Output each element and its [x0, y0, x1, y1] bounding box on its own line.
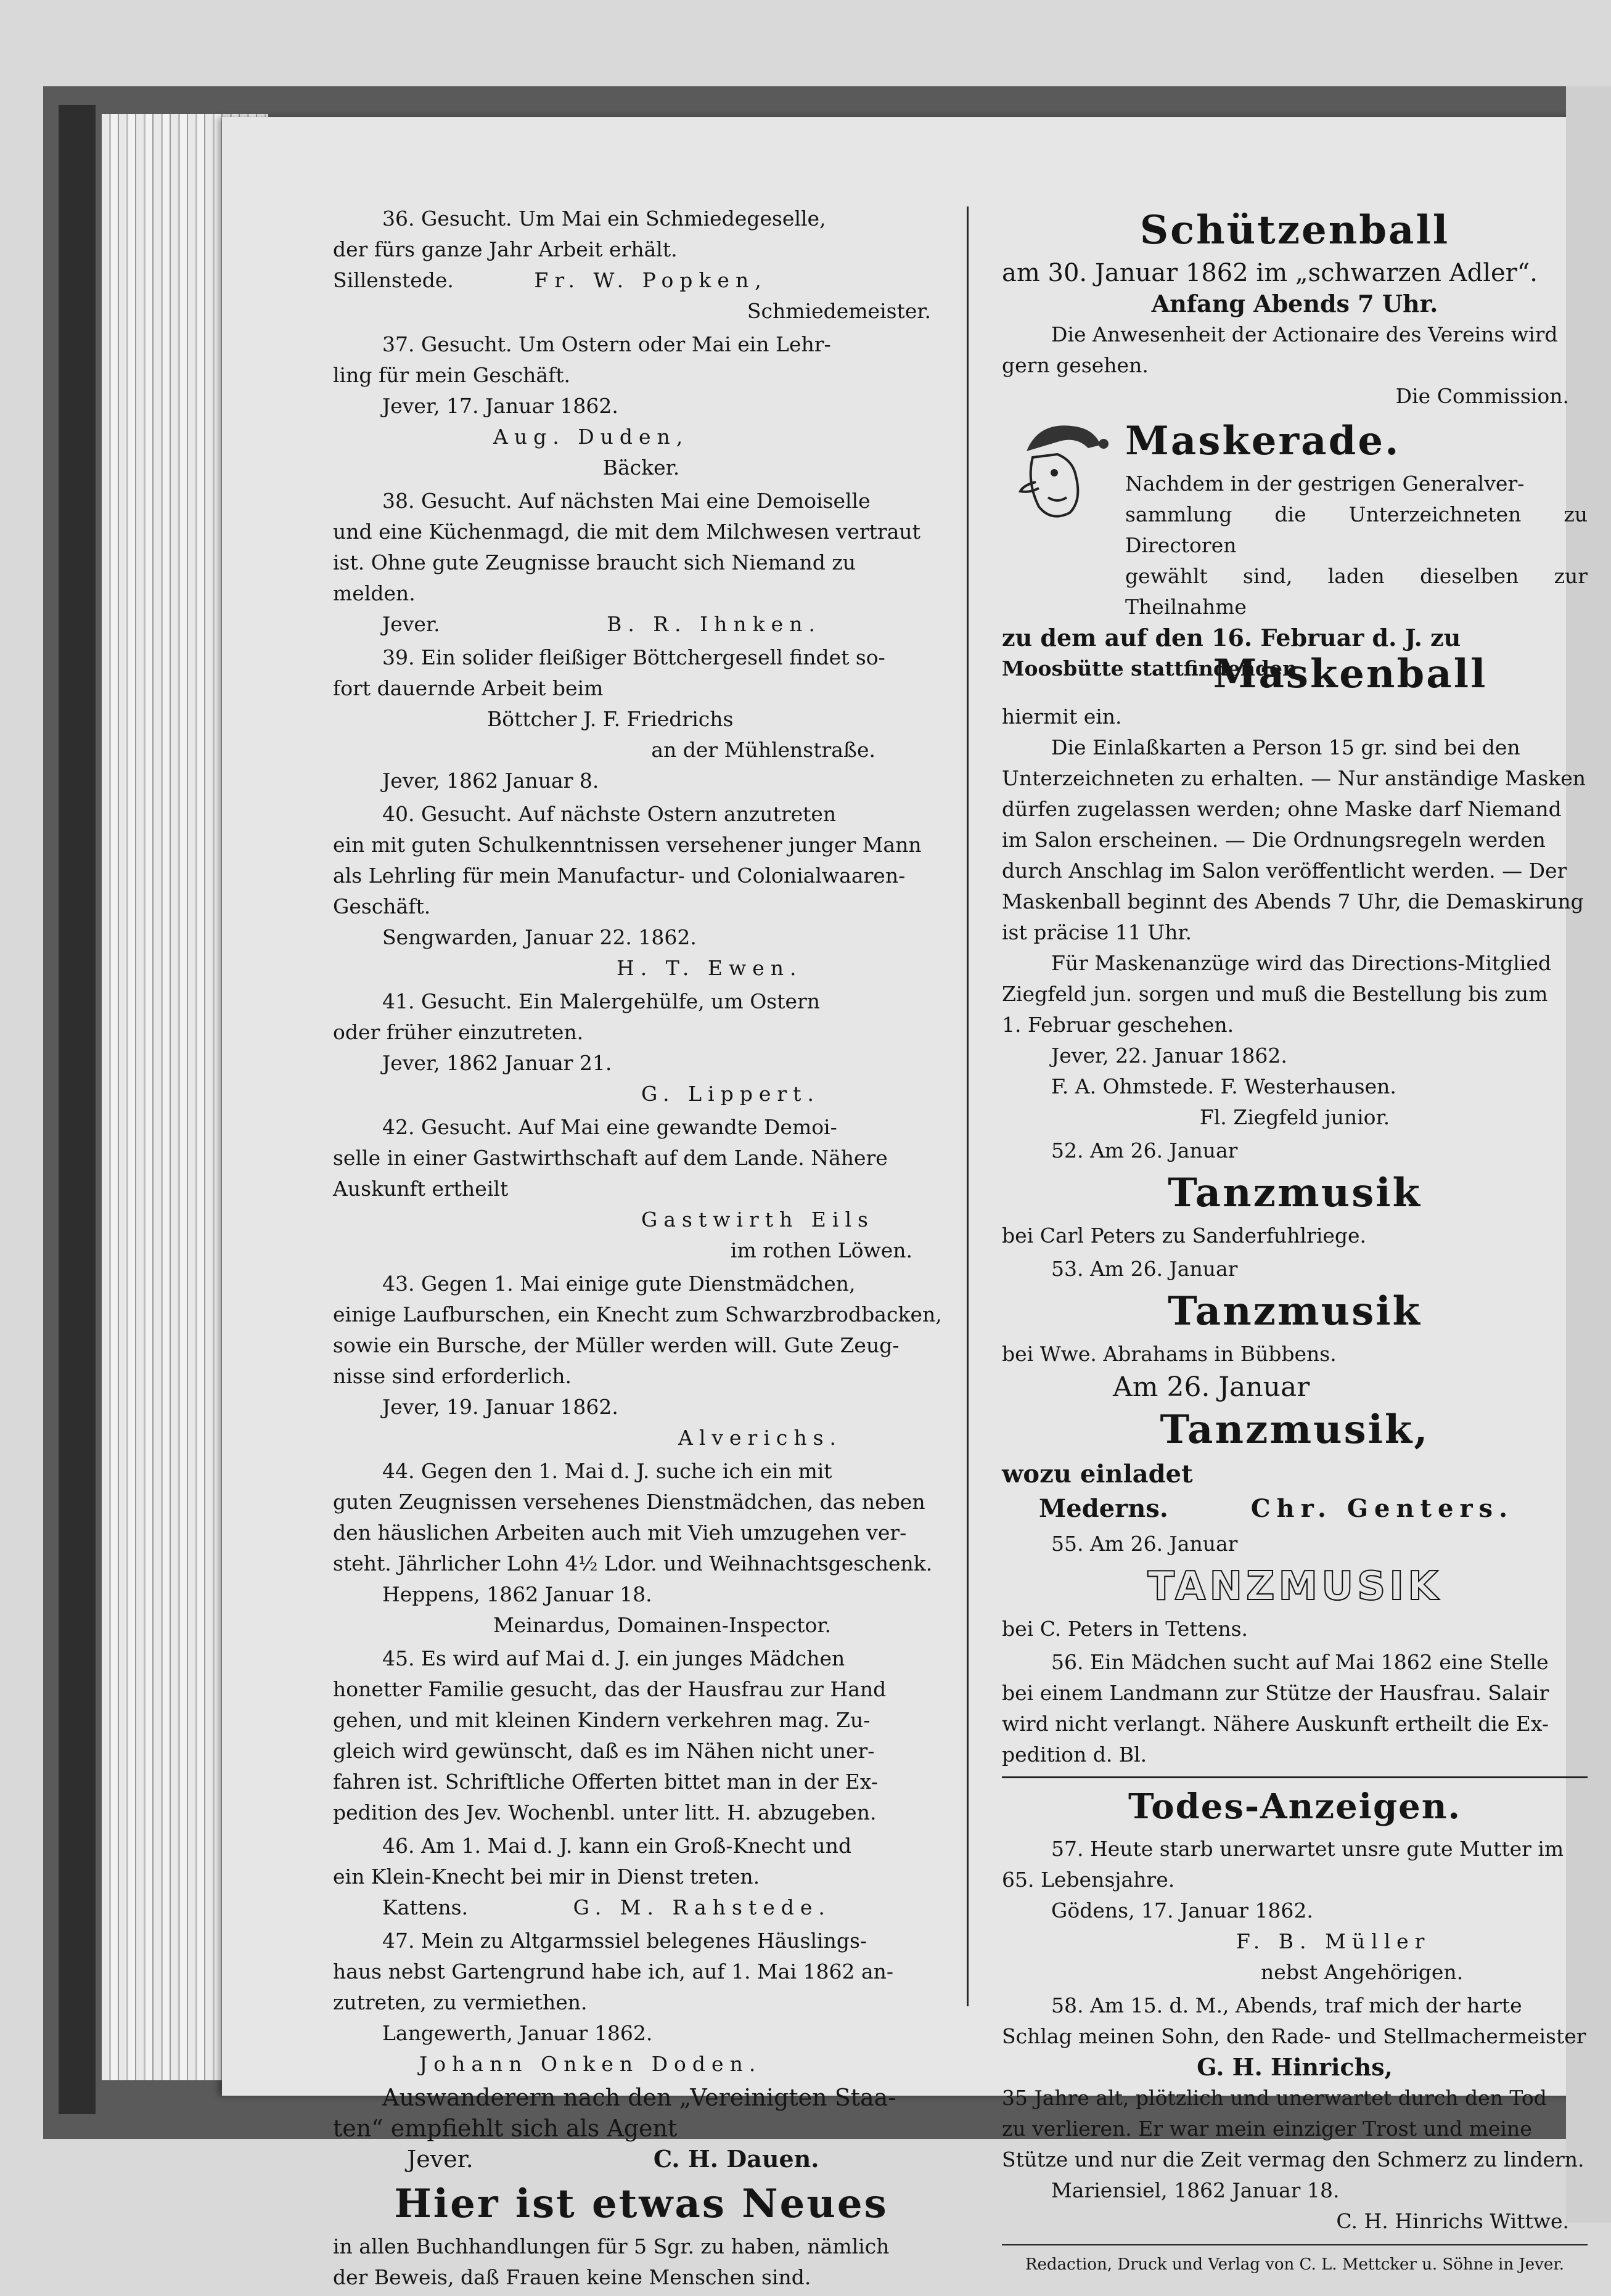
ad-line: ist präcise 11 Uhr.: [1002, 920, 1192, 944]
ad-line: wozu einladet: [1002, 1460, 1193, 1489]
ad-line: pedition des Jev. Wochenbl. unter litt. H. abzugeben.: [333, 1800, 877, 1824]
ad-date: Jever, 19. Januar 1862.: [382, 1395, 618, 1419]
ad-line: bei Carl Peters zu Sanderfuhlriege.: [1002, 1224, 1367, 1248]
ad-line: als Lehrling für mein Manufactur- und Colonialwaaren-: [333, 864, 906, 888]
ad-line: 57. Heute starb unerwartet unsre gute Mutter im: [1051, 1837, 1564, 1861]
ad-line: Maskenball beginnt des Abends 7 Uhr, die Demaskirung: [1002, 889, 1584, 913]
death-notices: [1002, 1782, 1588, 1831]
ad-36: [333, 203, 949, 327]
ad-line: sammlung die Unterzeichneten zu Directoren: [1125, 502, 1588, 557]
ad-line: Die Anwesenheit der Actionaire des Vereins wird: [1051, 322, 1558, 346]
ad-signer-title: Bäcker.: [602, 456, 680, 480]
ad-place: Kattens.: [382, 1895, 469, 1919]
ad-place: Jever.: [407, 2146, 473, 2173]
column-divider: [967, 206, 969, 2006]
ad-date: Sengwarden, Januar 22. 1862.: [382, 925, 697, 949]
mask-illustration-block: [1002, 414, 1588, 623]
ad-signer: B. R. Ihnken.: [607, 612, 821, 636]
ad-line: Schlag meinen Sohn, den Rade- und Stellmachermeister: [1002, 2024, 1586, 2048]
jester-mask-icon: [1002, 414, 1119, 525]
ad-line: in allen Buchhandlungen für 5 Sgr. zu haben, nämlich: [333, 2234, 890, 2258]
ad-line: Auswanderern nach den „Vereinigten Staa-: [382, 2084, 896, 2111]
ad-line: Nachdem in der gestrigen Generalver-: [1125, 472, 1525, 496]
ad-signer: Alverichs.: [678, 1426, 843, 1450]
ad-58: [1002, 1990, 1588, 2237]
ad-headline: Hier ist etwas Neues: [394, 2181, 888, 2227]
ad-line: gehen, und mit kleinen Kindern verkehren mag. Zu-: [333, 1708, 871, 1732]
ad-subheadline: Maskenball: [1213, 651, 1488, 697]
ad-headline: TANZMUSIK: [1147, 1564, 1442, 1609]
ad-line: guten Zeugnissen versehenes Dienstmädchen, das neben: [333, 1490, 925, 1514]
ad-date: Jever, 1862 Januar 8.: [382, 769, 599, 793]
ad-40: [333, 799, 949, 984]
ad-39: [333, 642, 949, 796]
ad-emigrants: [333, 2082, 949, 2175]
ad-line: dürfen zugelassen werden; ohne Maske darf Niemand: [1002, 797, 1562, 821]
ad-intro: 55. Am 26. Januar: [1051, 1532, 1238, 1556]
ad-line: 43. Gegen 1. Mai einige gute Dienstmädchen,: [382, 1272, 856, 1296]
ad-53: [1002, 1254, 1588, 1370]
ad-signer: Johann Onken Doden.: [419, 2052, 762, 2076]
section-headline: Todes-Anzeigen.: [1128, 1786, 1461, 1827]
ad-signer-address: im rothen Löwen.: [730, 1238, 912, 1262]
ad-signer: Aug. Duden,: [493, 425, 689, 449]
ad-line: pedition d. Bl.: [1002, 1742, 1147, 1767]
ad-46: [333, 1831, 949, 1923]
ad-signer: H. T. Ewen.: [617, 956, 803, 980]
ad-line: Für Maskenanzüge wird das Directions-Mitglied: [1051, 951, 1552, 975]
ad-line: zutreten, zu vermiethen.: [333, 1990, 588, 2014]
ad-signer: G. Lippert.: [641, 1082, 820, 1106]
ad-line: der Beweis, daß Frauen keine Menschen sind.: [333, 2265, 811, 2289]
ad-line: 38. Gesucht. Auf nächsten Mai eine Demoiselle: [382, 489, 871, 513]
ad-place: Jever.: [382, 612, 440, 636]
ad-line: bei Wwe. Abrahams in Bübbens.: [1002, 1342, 1337, 1366]
ad-57: [1002, 1834, 1588, 1988]
ad-line: 46. Am 1. Mai d. J. kann ein Groß-Knecht und: [382, 1834, 852, 1858]
ad-line: fahren ist. Schriftliche Offerten bittet man in der Ex-: [333, 1770, 878, 1794]
ad-signer: Meinardus, Domainen-Inspector.: [493, 1613, 832, 1637]
ad-56: [1002, 1647, 1588, 1770]
right-column: [1002, 203, 1588, 2296]
ad-line: am 30. Januar 1862 im „schwarzen Adler“.: [1002, 259, 1538, 287]
ad-line: zu verlieren. Er war mein einziger Trost und meine: [1002, 2117, 1532, 2141]
ad-headline: Tanzmusik,: [1160, 1407, 1430, 1453]
ad-maskerade: [1002, 414, 1588, 1133]
ad-line: 65. Lebensjahre.: [1002, 1868, 1175, 1892]
ad-date: Langewerth, Januar 1862.: [382, 2021, 653, 2045]
ad-signer-address: an der Mühlenstraße.: [651, 738, 875, 762]
ad-schuetzenball: [1002, 203, 1588, 412]
ad-line: oder früher einzutreten.: [333, 1020, 584, 1044]
ad-date: Jever, 22. Januar 1862.: [1051, 1044, 1287, 1068]
ad-line: 1. Februar geschehen.: [1002, 1013, 1234, 1037]
ad-neues: [333, 2177, 949, 2293]
ad-date: Gödens, 17. Januar 1862.: [1051, 1898, 1313, 1922]
ad-45: [333, 1643, 949, 1828]
ad-line: Die Einlaßkarten a Person 15 gr. sind bei den: [1051, 735, 1520, 759]
ad-line: fort dauernde Arbeit beim: [333, 676, 604, 700]
ad-line: 40. Gesucht. Auf nächste Ostern anzutreten: [382, 802, 837, 826]
section-rule: [1002, 1776, 1588, 1778]
ad-headline: Schützenball: [1139, 207, 1450, 253]
ad-line: 42. Gesucht. Auf Mai eine gewandte Demoi-: [382, 1115, 837, 1139]
ad-line: 58. Am 15. d. M., Abends, traf mich der harte: [1051, 1993, 1522, 2017]
ad-signer: Chr. Genters.: [1250, 1494, 1514, 1523]
ad-intro: 52. Am 26. Januar: [1051, 1138, 1238, 1162]
ad-line: 47. Mein zu Altgarmssiel belegenes Häuslings-: [382, 1929, 867, 1953]
ad-line: ling für mein Geschäft.: [333, 363, 571, 387]
ad-line: einige Laufburschen, ein Knecht zum Schwarzbrodbacken,: [333, 1302, 942, 1326]
ad-line: ist. Ohne gute Zeugnisse braucht sich Niemand zu: [333, 550, 856, 574]
ad-signer: Die Commission.: [1395, 384, 1569, 408]
ad-line: 41. Gesucht. Ein Malergehülfe, um Ostern: [382, 989, 821, 1013]
ad-38: [333, 486, 949, 640]
ad-line: 37. Gesucht. Um Ostern oder Mai ein Lehr-: [382, 332, 831, 356]
ad-37: [333, 329, 949, 483]
ad-41: [333, 986, 949, 1109]
ad-signer: Fr. W. Popken,: [534, 268, 768, 292]
ad-line: Ziegfeld jun. sorgen und muß die Bestellung bis zum: [1002, 982, 1548, 1006]
ad-line: hiermit ein.: [1002, 705, 1122, 729]
ad-42: [333, 1112, 949, 1266]
imprint-footer: Redaction, Druck und Verlag von C. L. Mettcker u. Söhne in Jever.: [1002, 2244, 1588, 2280]
ad-line: gleich wird gewünscht, daß es im Nähen nicht uner-: [333, 1739, 875, 1763]
ad-line: Moosbütte stattfindenden: [1002, 656, 1297, 680]
ad-place: Mederns.: [1039, 1494, 1168, 1523]
ad-date: Mariensiel, 1862 Januar 18.: [1051, 2178, 1340, 2202]
ad-line: melden.: [333, 581, 416, 605]
ad-line: den häuslichen Arbeiten auch mit Vieh umzugehen ver-: [333, 1521, 907, 1545]
ad-line: und eine Küchenmagd, die mit dem Milchwesen vertraut: [333, 520, 920, 544]
ad-intro: 53. Am 26. Januar: [1051, 1257, 1238, 1281]
ad-signer: C. H. Hinrichs Wittwe.: [1336, 2209, 1569, 2233]
ad-line: haus nebst Gartengrund habe ich, auf 1. Mai 1862 an-: [333, 1959, 894, 1983]
ad-line: zu dem auf den 16. Februar d. J. zu: [1002, 624, 1461, 652]
ad-signer: G. M. Rahstede.: [573, 1895, 831, 1919]
ad-line: Unterzeichneten zu erhalten. — Nur anständige Masken: [1002, 766, 1586, 790]
ad-line: 44. Gegen den 1. Mai d. J. suche ich ein mit: [382, 1459, 832, 1483]
ad-55: [1002, 1529, 1588, 1644]
ad-date: Jever, 1862 Januar 21.: [382, 1051, 612, 1075]
ad-date: Jever, 17. Januar 1862.: [382, 394, 618, 418]
ad-line: 35 Jahre alt, plötzlich und unerwartet durch den Tod: [1002, 2086, 1547, 2110]
ad-place: Sillenstede.: [333, 268, 454, 292]
ad-signer-title: nebst Angehörigen.: [1261, 1960, 1464, 1984]
ad-headline: Tanzmusik: [1168, 1170, 1422, 1216]
ad-headline: Maskerade.: [1125, 418, 1401, 464]
ad-line: 45. Es wird auf Mai d. J. ein junges Mädchen: [382, 1646, 845, 1670]
ad-line: wird nicht verlangt. Nähere Auskunft ertheilt die Ex-: [1002, 1712, 1549, 1736]
ad-line: Auskunft ertheilt: [333, 1177, 509, 1201]
ad-signer: Fl. Ziegfeld junior.: [1199, 1105, 1390, 1129]
ad-line: gern gesehen.: [1002, 353, 1149, 377]
ad-line: Anfang Abends 7 Uhr.: [1151, 290, 1438, 317]
ad-line: gewählt sind, laden dieselben zur Theilnahme: [1125, 564, 1588, 619]
left-column: [333, 203, 949, 2295]
ad-line: Geschäft.: [333, 894, 431, 918]
ad-line: honetter Familie gesucht, das der Hausfrau zur Hand: [333, 1677, 887, 1701]
ad-intro: Am 26. Januar: [1113, 1371, 1310, 1403]
ad-line: ein Klein-Knecht bei mir in Dienst treten.: [333, 1865, 760, 1889]
ad-52: [1002, 1135, 1588, 1251]
ad-line: bei einem Landmann zur Stütze der Hausfrau. Salair: [1002, 1681, 1549, 1705]
ad-name: G. H. Hinrichs,: [1197, 2053, 1393, 2081]
ad-signer: C. H. Dauen.: [653, 2145, 819, 2173]
book-spine-edge: [59, 105, 96, 2114]
ad-line: sowie ein Bursche, der Müller werden will. Gute Zeug-: [333, 1333, 900, 1357]
ad-signer: F. B. Müller: [1236, 1929, 1431, 1953]
ad-line: bei C. Peters in Tettens.: [1002, 1617, 1248, 1641]
ad-line: steht. Jährlicher Lohn 4½ Ldor. und Weihnachtsgeschenk.: [333, 1551, 933, 1575]
ad-signer: Böttcher J. F. Friedrichs: [487, 707, 734, 731]
ad-43: [333, 1269, 949, 1453]
ad-signer: F. A. Ohmstede. F. Westerhausen.: [1051, 1074, 1396, 1098]
ad-line: 39. Ein solider fleißiger Böttchergesell findet so-: [382, 645, 885, 669]
ad-signer-title: Schmiedemeister.: [747, 299, 931, 323]
ad-headline: Tanzmusik: [1168, 1288, 1422, 1334]
ad-line: nisse sind erforderlich.: [333, 1364, 572, 1388]
ad-date: Heppens, 1862 Januar 18.: [382, 1582, 652, 1606]
ad-line: im Salon erscheinen. — Die Ordnungsregeln werden: [1002, 828, 1546, 852]
ad-line: ein mit guten Schulkenntnissen versehener junger Mann: [333, 833, 922, 857]
ad-54: [1002, 1372, 1588, 1526]
ad-line: ten“ empfiehlt sich als Agent: [333, 2115, 678, 2142]
ad-signer: Gastwirth Eils: [641, 1207, 874, 1232]
ad-line: 56. Ein Mädchen sucht auf Mai 1862 eine Stelle: [1051, 1650, 1549, 1674]
ad-line: 36. Gesucht. Um Mai ein Schmiedegeselle,: [382, 206, 826, 231]
ad-line: der fürs ganze Jahr Arbeit erhält.: [333, 237, 678, 261]
ad-44: [333, 1456, 949, 1641]
ad-line: selle in einer Gastwirthschaft auf dem Lande. Nähere: [333, 1146, 888, 1170]
ad-47: [333, 1926, 949, 2080]
ad-line: durch Anschlag im Salon veröffentlicht werden. — Der: [1002, 859, 1567, 883]
ad-line: Stütze und nur die Zeit vermag den Schmerz zu lindern.: [1002, 2147, 1584, 2171]
